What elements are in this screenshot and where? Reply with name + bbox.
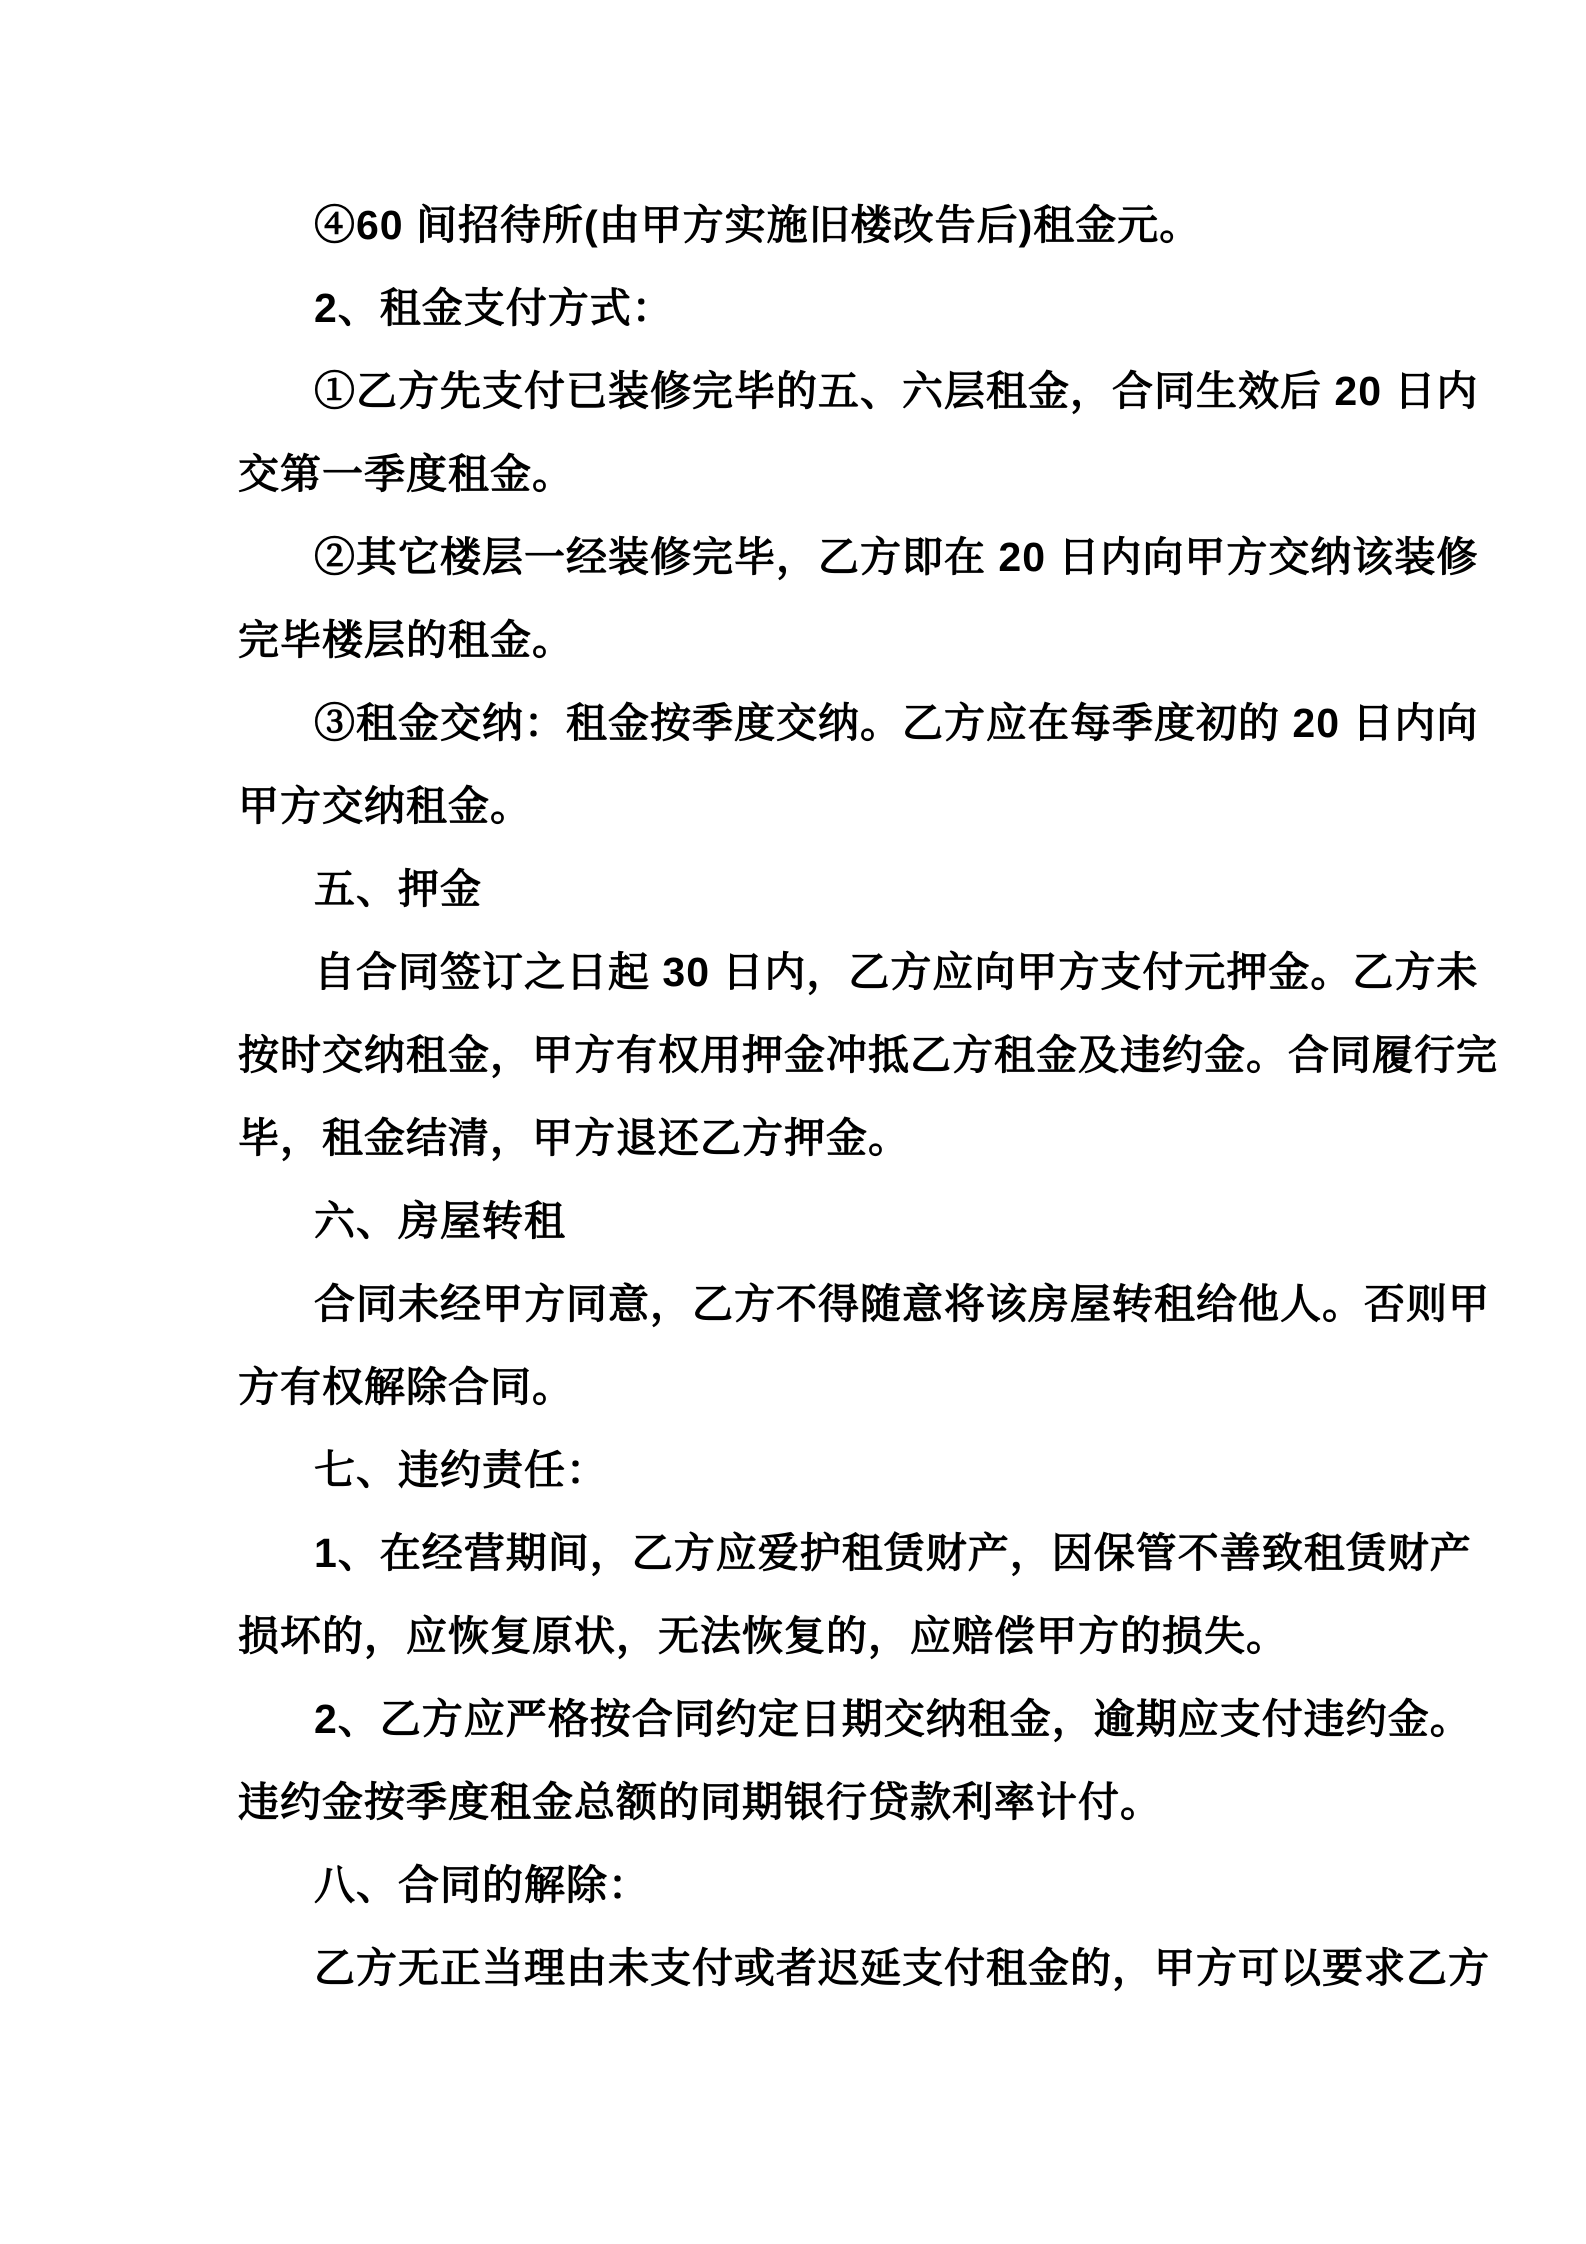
text-line: 交第一季度租金。 <box>238 451 574 497</box>
text-line: 1、在经营期间，乙方应爱护租赁财产，因保管不善致租赁财产 <box>314 1530 1472 1576</box>
document-body <box>238 184 1498 2010</box>
text-line: ②其它楼层一经装修完毕，乙方即在 20 日内向甲方交纳该装修 <box>314 534 1479 580</box>
text-line: 六、房屋转租 <box>314 1198 566 1244</box>
text-line: 违约金按季度租金总额的同期银行贷款利率计付。 <box>238 1779 1162 1825</box>
text-line: 按时交纳租金，甲方有权用押金冲抵乙方租金及违约金。合同履行完 <box>238 1032 1498 1078</box>
text-line: 五、押金 <box>314 866 482 912</box>
text-line: 甲方交纳租金。 <box>238 783 532 829</box>
text-line: 毕，租金结清，甲方退还乙方押金。 <box>238 1115 910 1161</box>
text-line: 完毕楼层的租金。 <box>238 617 574 663</box>
text-line: ①乙方先支付已装修完毕的五、六层租金，合同生效后 20 日内 <box>314 368 1479 414</box>
text-line: 2、乙方应严格按合同约定日期交纳租金，逾期应支付违约金。 <box>314 1696 1472 1742</box>
text-line: 2、租金支付方式： <box>314 285 674 331</box>
text-line: 自合同签订之日起 30 日内，乙方应向甲方支付元押金。乙方未 <box>314 949 1479 995</box>
text-line: 方有权解除合同。 <box>238 1364 574 1410</box>
text-line: 八、合同的解除： <box>314 1862 650 1908</box>
text-line: 乙方无正当理由未支付或者迟延支付租金的，甲方可以要求乙方 <box>314 1945 1490 1991</box>
text-line: ④60 间招待所(由甲方实施旧楼改告后)租金元。 <box>314 202 1202 248</box>
text-line: 七、违约责任： <box>314 1447 608 1493</box>
text-line: 合同未经甲方同意，乙方不得随意将该房屋转租给他人。否则甲 <box>314 1281 1490 1327</box>
text-line: 损坏的，应恢复原状，无法恢复的，应赔偿甲方的损失。 <box>238 1613 1288 1659</box>
text-line: ③租金交纳：租金按季度交纳。乙方应在每季度初的 20 日内向 <box>314 700 1479 746</box>
